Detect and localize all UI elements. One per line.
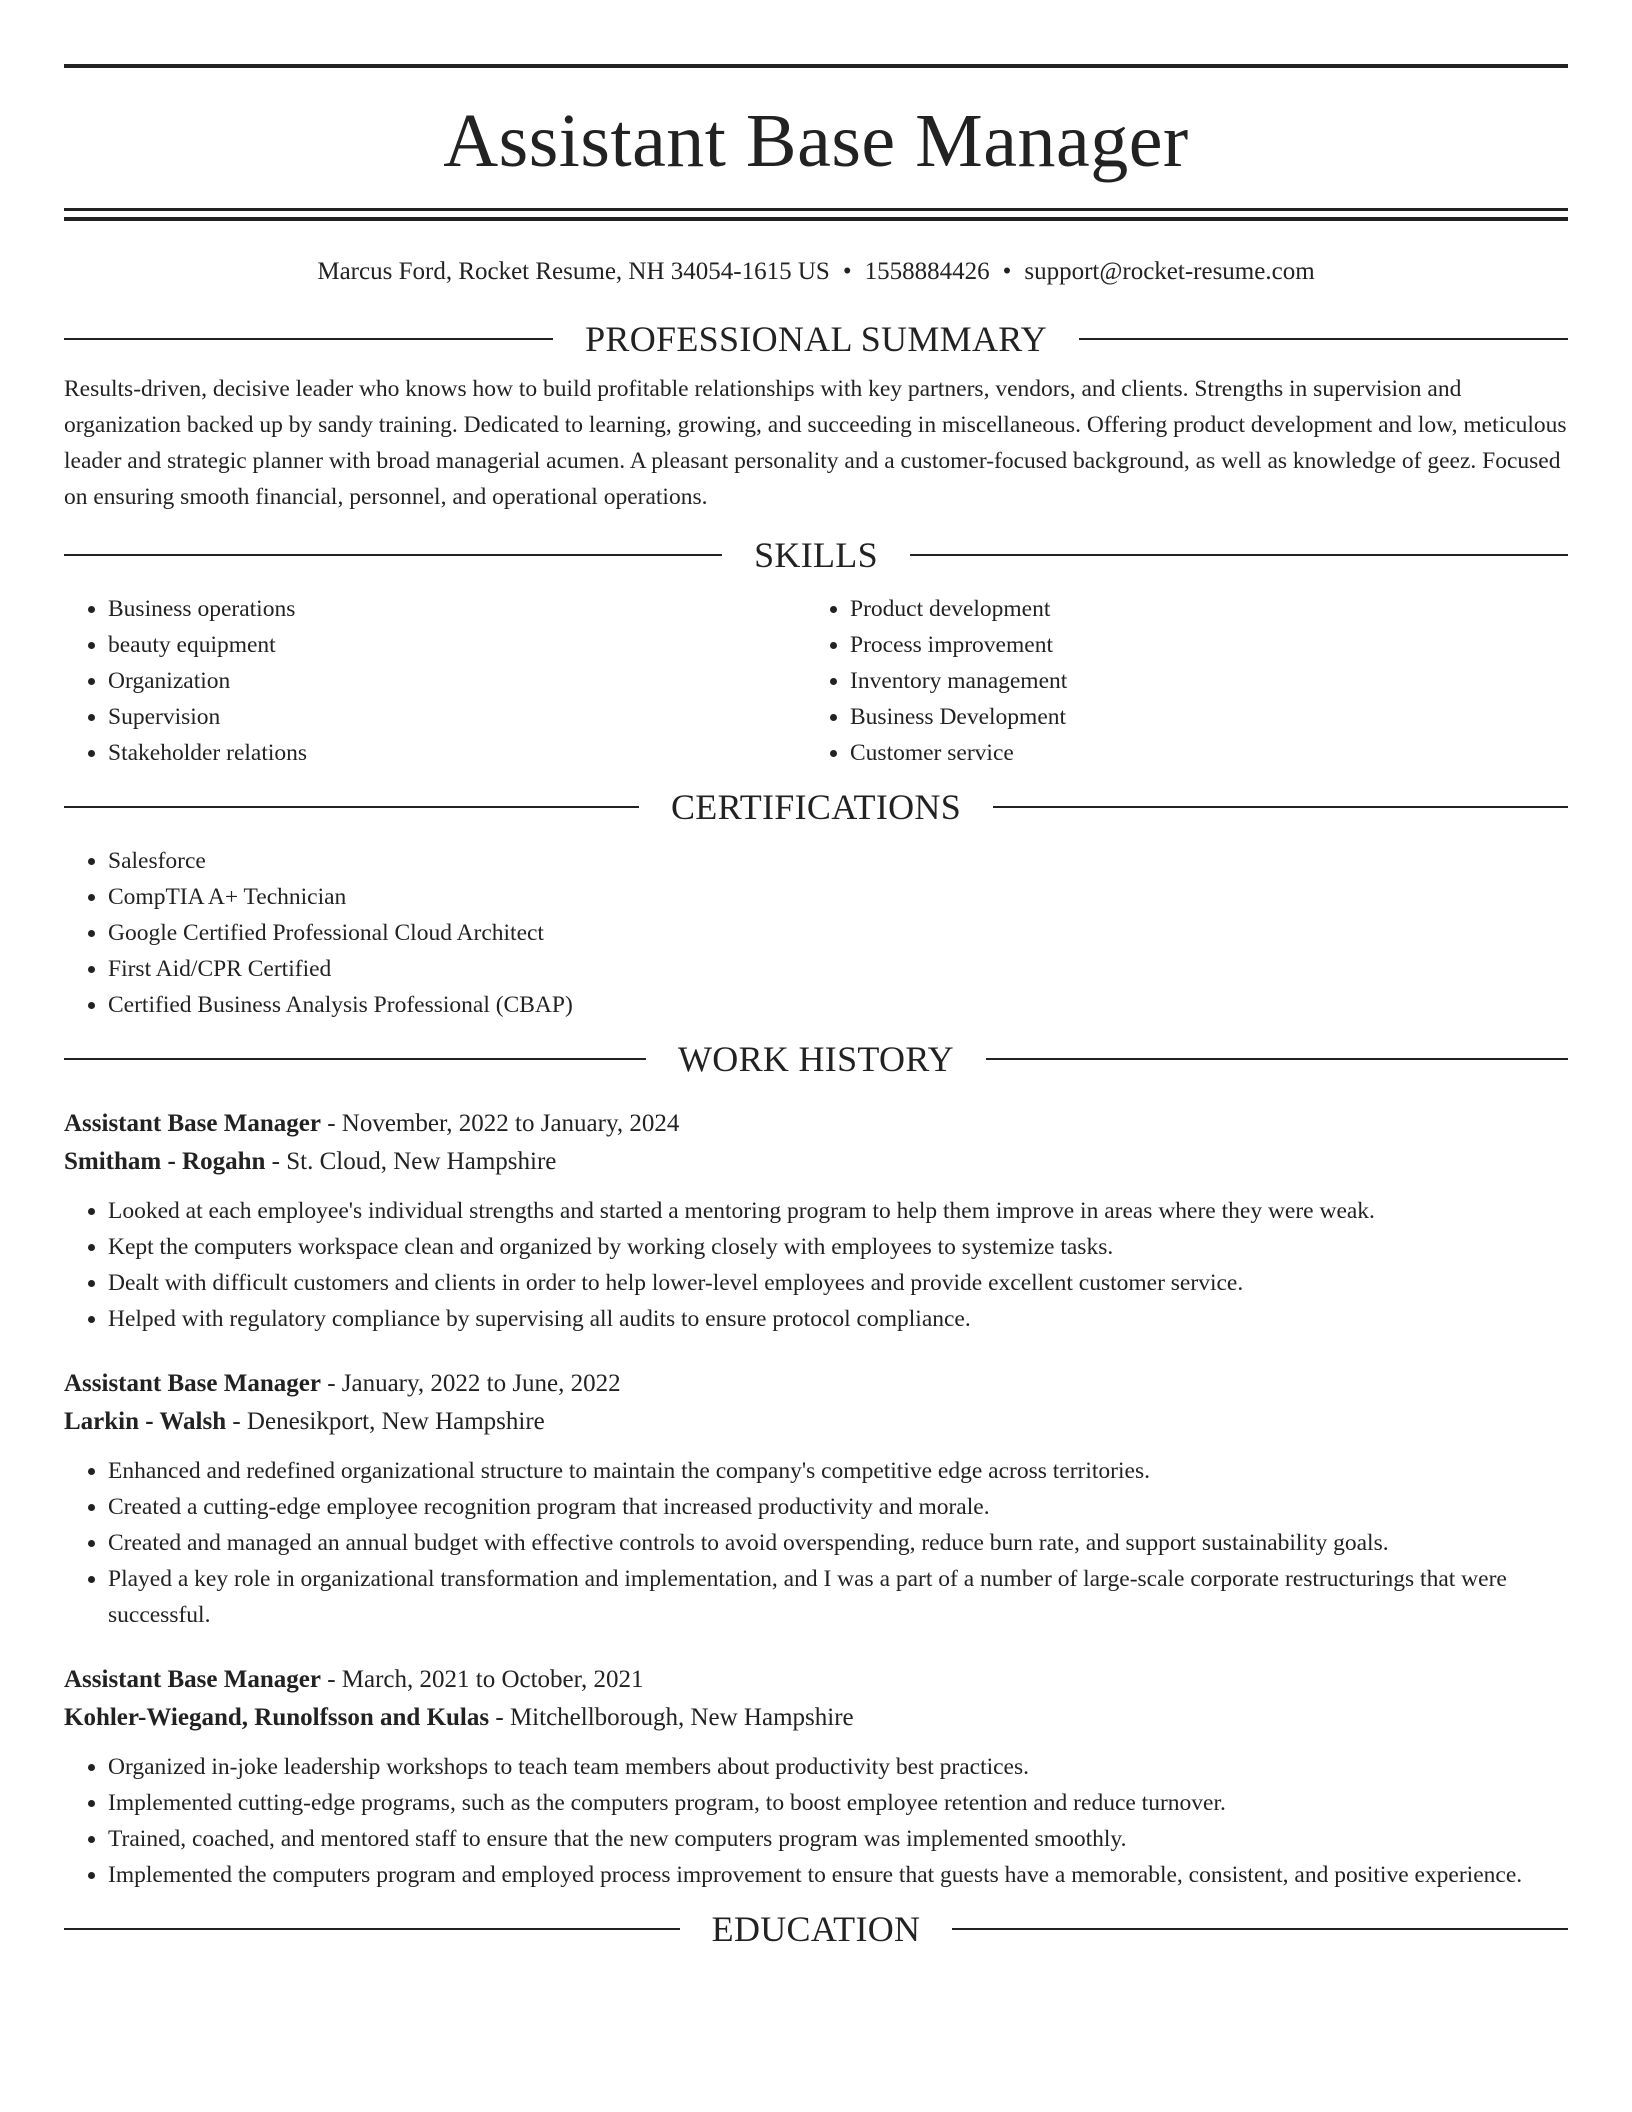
job-title: Assistant Base Manager [64, 1370, 321, 1397]
resume-page [64, 64, 1568, 1951]
skill-item: • Supervision [108, 699, 806, 735]
certification-item: • Salesforce [108, 843, 1568, 879]
skill-item: • Organization [108, 663, 806, 699]
job-company: Kohler-Wiegand, Runolfsson and Kulas [64, 1704, 490, 1731]
top-rule [64, 64, 1568, 68]
skill-item: • Business operations [108, 591, 806, 627]
divider-line [64, 1058, 646, 1060]
certification-item: • Google Certified Professional Cloud Architect [108, 915, 1568, 951]
job-company-line [64, 1143, 1568, 1181]
certification-item: • First Aid/CPR Certified [108, 951, 1568, 987]
job-location: - St. Cloud, New Hampshire [265, 1148, 557, 1175]
section-header-summary [64, 317, 1568, 361]
job-entry [64, 1105, 1568, 1337]
section-title-skills: SKILLS [754, 535, 878, 575]
job-title: Assistant Base Manager [64, 1110, 321, 1137]
contact-phone: 1558884426 [864, 258, 990, 285]
job-bullets [64, 1193, 1568, 1337]
job-location: - Mitchellborough, New Hampshire [489, 1704, 854, 1731]
divider-line [64, 1928, 680, 1930]
summary-text: Results-driven, decisive leader who knows how to build profitable relationships with key partners, vendors, and clients. Strengths in supervision and organization backed up by sandy training. Dedicated to learning, growing, and succeeding in miscellaneous. Offering product development and low, meticulous leader and strategic planner with broad managerial acumen. A pleasant personality and a customer-focused background, as well as knowledge of geez. Focused on ensuring smooth financial, personnel, and operational operations. [64, 376, 1567, 510]
section-header-education [64, 1907, 1568, 1951]
job-bullet: • Trained, coached, and mentored staff to ensure that the new computers program was implemented smoothly. [108, 1821, 1568, 1857]
job-title: Assistant Base Manager [64, 1666, 321, 1693]
skill-item: • Product development [850, 591, 1548, 627]
resume-title: Assistant Base Manager [443, 99, 1189, 183]
divider-line [64, 338, 553, 340]
job-title-line [64, 1661, 1568, 1699]
job-entry [64, 1661, 1568, 1893]
title-double-rule [64, 208, 1568, 221]
job-dates: - January, 2022 to June, 2022 [320, 1370, 621, 1397]
skill-item: • Stakeholder relations [108, 735, 806, 771]
job-bullets [64, 1749, 1568, 1893]
job-dates: - November, 2022 to January, 2024 [320, 1110, 680, 1137]
skill-item: • Customer service [850, 735, 1548, 771]
job-bullet: • Implemented cutting-edge programs, such as the computers program, to boost employee retention and reduce turnover. [108, 1785, 1568, 1821]
skills-column-left [64, 591, 806, 771]
skills-column-right [806, 591, 1548, 771]
job-bullet: • Kept the computers workspace clean and organized by working closely with employees to systemize tasks. [108, 1229, 1568, 1265]
section-title-summary: PROFESSIONAL SUMMARY [585, 319, 1047, 359]
divider-line [993, 806, 1568, 808]
section-title-certifications: CERTIFICATIONS [670, 787, 962, 827]
divider-line [952, 1928, 1568, 1930]
section-header-skills [64, 533, 1568, 577]
job-location: - Denesikport, New Hampshire [226, 1408, 545, 1435]
skill-item: • Process improvement [850, 627, 1548, 663]
contact-line [64, 257, 1568, 287]
job-dates: - March, 2021 to October, 2021 [320, 1666, 644, 1693]
section-header-certifications [64, 785, 1568, 829]
skills-list [64, 591, 1568, 771]
job-entry [64, 1365, 1568, 1633]
certification-item: • CompTIA A+ Technician [108, 879, 1568, 915]
section-title-work-history: WORK HISTORY [678, 1039, 954, 1079]
job-company-line [64, 1699, 1568, 1737]
contact-address: Marcus Ford, Rocket Resume, NH 34054-1615 US [317, 258, 830, 285]
section-header-work-history [64, 1037, 1568, 1081]
divider-line [910, 554, 1568, 556]
job-bullet: • Helped with regulatory compliance by supervising all audits to ensure protocol compliance. [108, 1301, 1568, 1337]
divider-line [64, 806, 639, 808]
job-title-line [64, 1365, 1568, 1403]
job-bullet: • Enhanced and redefined organizational structure to maintain the company's competitive edge across territories. [108, 1453, 1568, 1489]
skill-item: • Inventory management [850, 663, 1548, 699]
job-company: Larkin - Walsh [64, 1408, 227, 1435]
certification-item: • Certified Business Analysis Professional (CBAP) [108, 987, 1568, 1023]
job-bullet: • Dealt with difficult customers and clients in order to help lower-level employees and provide excellent customer service. [108, 1265, 1568, 1301]
job-company-line [64, 1403, 1568, 1441]
job-bullets [64, 1453, 1568, 1633]
section-title-education: EDUCATION [711, 1909, 921, 1949]
job-bullet: • Played a key role in organizational transformation and implementation, and I was a part of a number of large-scale corporate restructurings that were successful. [108, 1561, 1568, 1633]
job-bullet: • Created and managed an annual budget with effective controls to avoid overspending, reduce burn rate, and support sustainability goals. [108, 1525, 1568, 1561]
job-bullet: • Implemented the computers program and employed process improvement to ensure that guests have a memorable, consistent, and positive experience. [108, 1857, 1568, 1893]
job-company: Smitham - Rogahn [64, 1148, 266, 1175]
divider-line [986, 1058, 1568, 1060]
divider-line [1079, 338, 1568, 340]
skill-item: • beauty equipment [108, 627, 806, 663]
divider-line [64, 554, 722, 556]
certifications-list [64, 843, 1568, 1023]
contact-email: support@rocket-resume.com [1024, 258, 1315, 285]
job-bullet: • Created a cutting-edge employee recognition program that increased productivity and morale. [108, 1489, 1568, 1525]
contact-separator: • [1002, 258, 1012, 285]
skill-item: • Business Development [850, 699, 1548, 735]
job-bullet: • Organized in-joke leadership workshops to teach team members about productivity best practices. [108, 1749, 1568, 1785]
job-title-line [64, 1105, 1568, 1143]
job-bullet: • Looked at each employee's individual strengths and started a mentoring program to help them improve in areas where they were weak. [108, 1193, 1568, 1229]
contact-separator: • [842, 258, 852, 285]
